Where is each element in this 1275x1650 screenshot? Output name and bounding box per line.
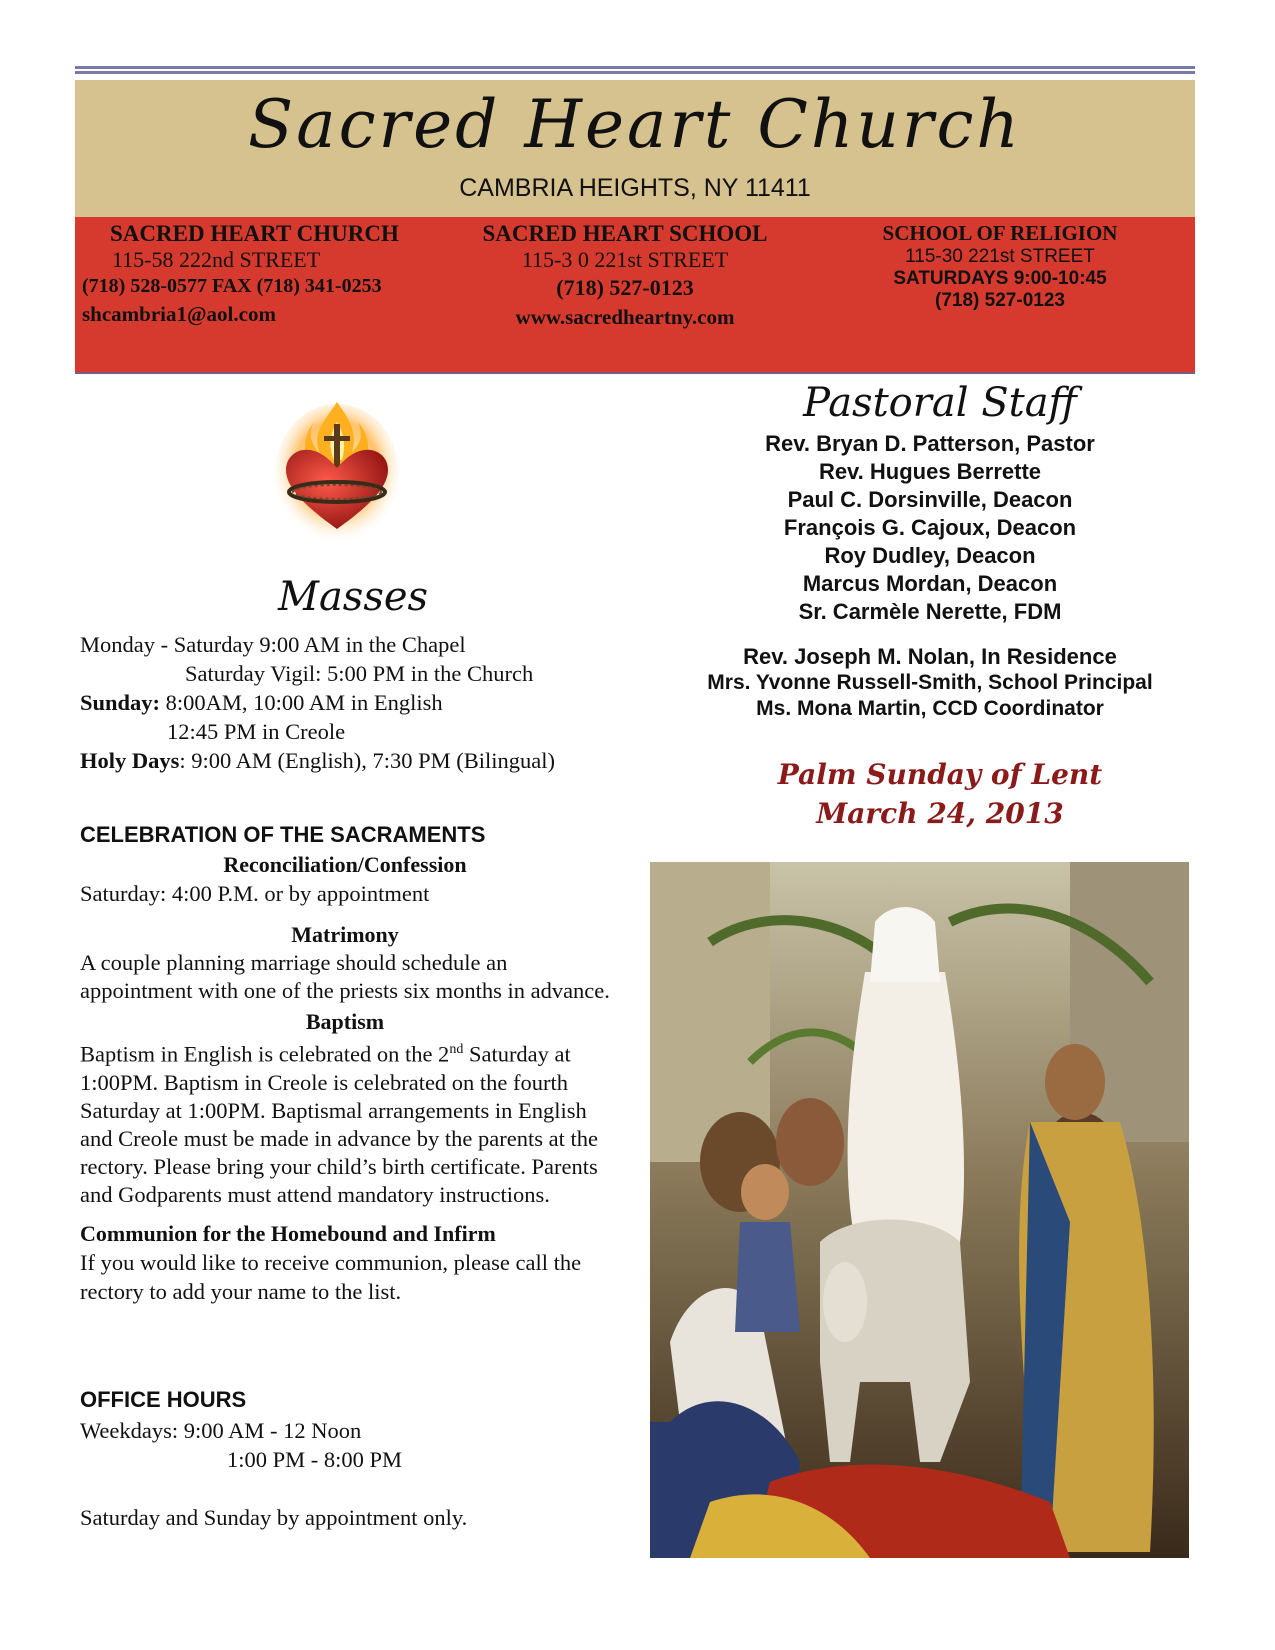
church-title: Sacred Heart Church bbox=[248, 86, 1022, 163]
religion-name: SCHOOL OF RELIGION bbox=[882, 221, 1118, 245]
staff-member: Sr. Carmèle Nerette, FDM bbox=[798, 599, 1062, 624]
staff-other: Rev. Joseph M. Nolan, In Residence bbox=[743, 644, 1117, 669]
church-phone: (718) 528-0577 FAX (718) 341-0253 bbox=[82, 275, 382, 297]
sunday-label: Sunday: bbox=[80, 690, 161, 715]
masses-holy-days bbox=[80, 746, 640, 775]
baptism-sup: nd bbox=[449, 1042, 464, 1057]
church-address: 115-58 222nd STREET bbox=[112, 247, 321, 272]
sacred-heart-icon bbox=[272, 394, 402, 544]
religion-contact bbox=[850, 221, 1150, 312]
baptism-text-b: Saturday at 1:00PM. Baptism in Creole is celebrated on the fourth Saturday at 1:00PM. Baptismal arrangements in English and Creole must be made in advance by the parents at the rectory. Please bring your child’s birth certificate. Parents and Godparents must attend mandatory instructions. bbox=[80, 1041, 598, 1207]
matrimony-title: Matrimony bbox=[291, 922, 399, 947]
holy-days-times: : 9:00 AM (English), 7:30 PM (Bilingual) bbox=[179, 748, 556, 773]
pastoral-staff-heading: Pastoral Staff bbox=[803, 380, 1077, 426]
baptism-text bbox=[80, 1036, 610, 1209]
church-contact bbox=[82, 221, 442, 327]
office-weekend: Saturday and Sunday by appointment only. bbox=[80, 1505, 468, 1530]
staff-others bbox=[660, 644, 1200, 722]
office-hours-heading: OFFICE HOURS bbox=[80, 1387, 247, 1412]
masses-schedule bbox=[80, 630, 640, 775]
church-city: CAMBRIA HEIGHTS, NY 11411 bbox=[459, 174, 811, 202]
religion-hours: SATURDAYS 9:00-10:45 bbox=[893, 268, 1107, 289]
palm-sunday-painting bbox=[650, 862, 1189, 1558]
masses-sunday bbox=[80, 688, 640, 717]
occasion-title: Palm Sunday of Lent bbox=[777, 758, 1103, 791]
communion-title: Communion for the Homebound and Infirm bbox=[80, 1220, 496, 1246]
office-hours-body bbox=[80, 1416, 600, 1532]
masses-vigil: Saturday Vigil: 5:00 PM in the Church bbox=[185, 661, 534, 686]
school-phone: (718) 527-0123 bbox=[556, 275, 694, 300]
matrimony-text: A couple planning marriage should schedule an appointment with one of the priests six months in advance. bbox=[80, 950, 610, 1003]
masses-weekday: Monday - Saturday 9:00 AM in the Chapel bbox=[80, 632, 466, 657]
school-contact bbox=[460, 221, 790, 330]
staff-other: Ms. Mona Martin, CCD Coordinator bbox=[756, 697, 1104, 720]
holy-days-label: Holy Days bbox=[80, 748, 180, 773]
staff-member: Rev. Bryan D. Patterson, Pastor bbox=[765, 431, 1095, 456]
school-website[interactable]: www.sacredheartny.com bbox=[515, 305, 735, 329]
sacraments-body bbox=[80, 850, 610, 1306]
school-name: SACRED HEART SCHOOL bbox=[482, 221, 768, 246]
staff-member: Rev. Hugues Berrette bbox=[818, 459, 1042, 484]
reconciliation-text: Saturday: 4:00 P.M. or by appointment bbox=[80, 881, 430, 906]
church-email[interactable]: shcambria1@aol.com bbox=[82, 302, 276, 326]
staff-member: François G. Cajoux, Deacon bbox=[783, 515, 1077, 540]
sacraments-heading: CELEBRATION OF THE SACRAMENTS bbox=[80, 822, 486, 847]
sunday-times: 8:00AM, 10:00 AM in English bbox=[160, 690, 443, 715]
masses-creole: 12:45 PM in Creole bbox=[167, 719, 346, 744]
religion-address: 115-30 221st STREET bbox=[905, 246, 1095, 267]
occasion-date: March 24, 2013 bbox=[816, 797, 1064, 830]
office-weekdays: Weekdays: 9:00 AM - 12 Noon bbox=[80, 1418, 362, 1443]
staff-member: Marcus Mordan, Deacon bbox=[802, 571, 1058, 596]
staff-other: Mrs. Yvonne Russell-Smith, School Principal bbox=[707, 671, 1153, 694]
communion-text: If you would like to receive communion, please call the rectory to add your name to the list. bbox=[80, 1249, 582, 1304]
staff-member: Paul C. Dorsinville, Deacon bbox=[787, 487, 1073, 512]
church-name: SACRED HEART CHURCH bbox=[110, 221, 399, 246]
reconciliation-title: Reconciliation/Confession bbox=[223, 852, 467, 877]
baptism-text-a: Baptism in English is celebrated on the 2 bbox=[80, 1041, 450, 1067]
office-afternoon: 1:00 PM - 8:00 PM bbox=[227, 1447, 403, 1472]
staff-member: Roy Dudley, Deacon bbox=[824, 543, 1036, 568]
religion-phone: (718) 527-0123 bbox=[935, 290, 1065, 311]
baptism-title: Baptism bbox=[305, 1009, 385, 1034]
staff-list bbox=[660, 430, 1200, 626]
school-address: 115-3 0 221st STREET bbox=[521, 247, 729, 272]
masses-heading: Masses bbox=[278, 574, 429, 620]
header-rule bbox=[75, 66, 1195, 78]
